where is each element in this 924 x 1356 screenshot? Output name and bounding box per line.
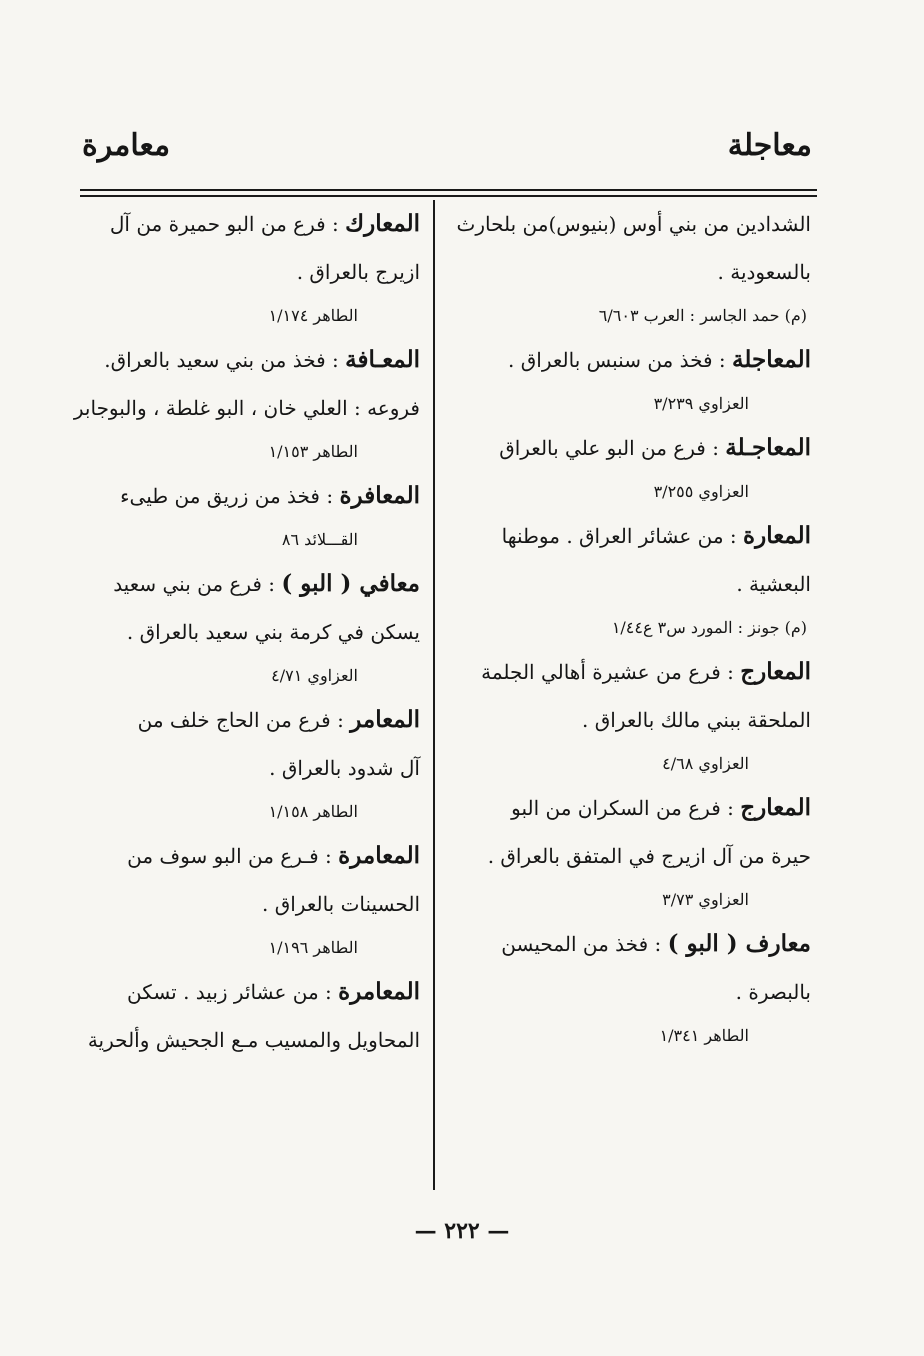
header-left-word: معامرة: [82, 128, 171, 163]
entry: [78, 968, 420, 1064]
entry-line: [78, 248, 420, 296]
entry: [78, 832, 420, 968]
entry: [78, 560, 420, 696]
entry: [455, 920, 811, 1056]
entry-text: : فرع من البو علي بالعراق: [499, 436, 726, 460]
entry-headword: المعـافة: [345, 346, 420, 373]
entry: [455, 336, 811, 424]
entry-line: [455, 784, 811, 832]
entry-text: بالسعودية .: [717, 260, 811, 284]
entry-headword: المعارج: [740, 658, 811, 685]
entry-line: [78, 336, 420, 384]
entry-reference: العزاوي ٤/٦٨: [662, 754, 749, 773]
entry-reference: الطاهر ١/٣٤١: [659, 1026, 749, 1045]
entry-line: [455, 424, 811, 472]
entry-line: [78, 1016, 420, 1064]
entry-line: [455, 248, 811, 296]
entry-headword: معافي ( البو ): [281, 570, 420, 597]
entry-headword: المعاجـلة: [725, 434, 811, 461]
entry-reference: العزاوي ٤/٧١: [271, 666, 358, 685]
entry-line: [455, 920, 811, 968]
entry-line: [455, 832, 811, 880]
entry-line: [455, 336, 811, 384]
header-right-word: معاجلة: [727, 128, 812, 163]
entry-text: يسكن في كرمة بني سعيد بالعراق .: [126, 620, 420, 644]
entry-text: البعشية .: [736, 572, 811, 596]
entry: [78, 696, 420, 832]
entry-line: [78, 200, 420, 248]
entry-line: [78, 880, 420, 928]
entry-text: فروعه : العلي خان ، البو غلطة ، والبوجابر: [73, 396, 420, 420]
entry-text: آل شدود بالعراق .: [269, 756, 420, 780]
entry-text: : فرع من الحاج خلف من: [137, 708, 351, 732]
page-number: — ٢٢٢ —: [414, 1218, 510, 1244]
header-rule-top: [80, 189, 817, 191]
entry: [455, 424, 811, 512]
entry-text: : فخذ من زريق من طيىء: [120, 484, 340, 508]
entry-headword: المعافرة: [339, 482, 420, 509]
entry-line: [73, 384, 420, 432]
entry-reference: الطاهر ١/١٥٣: [268, 442, 358, 461]
entry: [455, 784, 811, 920]
entry-text: : فرع من السكران من البو: [511, 796, 741, 820]
entry-text: ازيرج بالعراق .: [296, 260, 420, 284]
entry-headword: معارف ( البو ): [667, 930, 811, 957]
entry-text: الملحقة ببني مالك بالعراق .: [582, 708, 811, 732]
entry-text: : فخذ من بني سعيد بالعراق.: [104, 348, 346, 372]
entry-line: [78, 560, 420, 608]
entry-text: المحاويل والمسيب مـع الجحيش وألحرية: [87, 1028, 420, 1052]
entry-text: : فـرع من البو سوف من: [127, 844, 339, 868]
entry-text: حيرة من آل ازيرج في المتفق بالعراق .: [487, 844, 811, 868]
entry-reference: القـــلائد ٨٦: [281, 530, 358, 549]
entry-headword: المعارة: [743, 522, 811, 549]
entry-reference: العزاوي ٣/٢٣٩: [653, 394, 749, 413]
entry-line: [78, 968, 420, 1016]
entry: [78, 472, 420, 560]
entry-text: : فخذ من المحيسن: [501, 932, 668, 956]
header-rule-bottom: [80, 195, 817, 197]
entry-text: بالبصرة .: [735, 980, 811, 1004]
entry-line: [455, 560, 811, 608]
column-divider: [433, 200, 435, 1190]
entry-headword: المعارك: [345, 210, 420, 237]
entry-line: [455, 648, 811, 696]
entry-headword: المعاجلة: [732, 346, 811, 373]
entry-text: : فرع من عشيرة أهالي الجلمة: [481, 660, 741, 684]
entry-reference: الطاهر ١/١٩٦: [268, 938, 358, 957]
entry: [78, 200, 420, 336]
entry-headword: المعارج: [740, 794, 811, 821]
left-column: [73, 200, 420, 1064]
entry-text: : فرع من البو حميرة من آل: [109, 212, 346, 236]
entry-line: [455, 200, 811, 248]
entry-line: [455, 512, 811, 560]
entry-line: [78, 608, 420, 656]
entry-reference: العزاوي ٣/٢٥٥: [653, 482, 749, 501]
entry-line: [78, 696, 420, 744]
entry-reference: (م) جونز : المورد س٣ ع١/٤٤: [611, 618, 807, 637]
entry-reference: الطاهر ١/١٧٤: [268, 306, 358, 325]
entry: [455, 648, 811, 784]
entry-reference: الطاهر ١/١٥٨: [268, 802, 358, 821]
entry: [73, 336, 420, 472]
entry-line: [78, 744, 420, 792]
entry-text: : من عشائر زبيد . تسكن: [127, 980, 339, 1004]
entry-reference: العزاوي ٣/٧٣: [662, 890, 749, 909]
entry-reference: (م) حمد الجاسر : العرب ٦/٦٠٣: [598, 306, 807, 325]
right-column: [455, 200, 811, 1056]
entry-text: : من عشائر العراق . موطنها: [501, 524, 744, 548]
entry-line: [78, 472, 420, 520]
entry-headword: المعامر: [350, 706, 420, 733]
entry: [455, 200, 811, 336]
entry-text: : فخذ من سنبس بالعراق .: [508, 348, 733, 372]
entry-line: [455, 968, 811, 1016]
entry-text: الحسينات بالعراق .: [262, 892, 420, 916]
entry-headword: المعامرة: [338, 842, 420, 869]
entry-headword: المعامرة: [338, 978, 420, 1005]
entry-text: الشدادين من بني أوس (بنيوس)من بلحارث: [456, 212, 811, 236]
entry: [455, 512, 811, 648]
entry-line: [455, 696, 811, 744]
entry-line: [78, 832, 420, 880]
entry-text: : فرع من بني سعيد: [113, 572, 282, 596]
